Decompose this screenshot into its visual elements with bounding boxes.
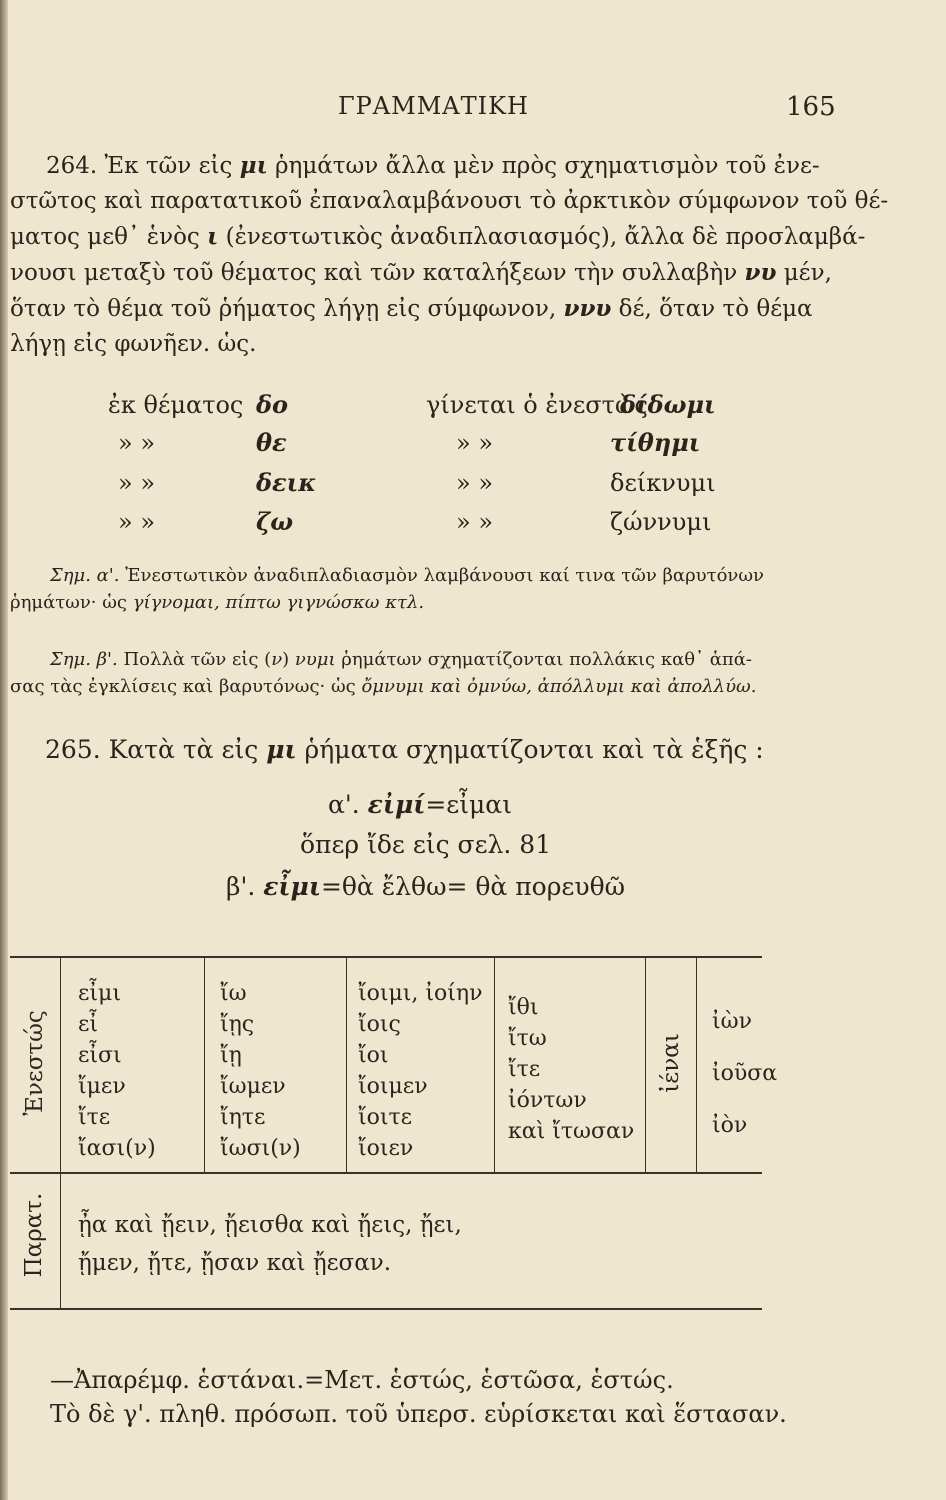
- section-265-heading: [45, 735, 764, 764]
- text-run: εἶμι: [263, 872, 321, 901]
- text-run: 264. Ἐκ τῶν εἰς: [46, 153, 240, 179]
- table-cell: ἴοι: [358, 1043, 389, 1068]
- table-infinitive: ἰέναι: [658, 1033, 684, 1093]
- row-label-imperfect: Παρατ.: [21, 1192, 47, 1278]
- example-stem: δο: [256, 390, 289, 419]
- example-row: [118, 507, 711, 536]
- table-column-subjunctive: [220, 978, 301, 1164]
- table-cell: ἴτω: [508, 1026, 547, 1051]
- note-line: [10, 562, 764, 589]
- table-cell: εἶσι: [78, 1043, 122, 1068]
- text-run: νουσι μεταξὺ τοῦ θέματος καὶ τῶν καταλήξεων τὴν συλλαβὴν: [10, 260, 745, 286]
- note-line: [10, 646, 756, 673]
- text-run: νυ: [744, 259, 777, 286]
- text-run: ῥημάτων· ὡς: [10, 592, 133, 613]
- text-run: 265. Κατὰ τὰ εἰς: [45, 735, 267, 764]
- note-line: [10, 673, 756, 700]
- text-run: ννυ: [563, 295, 612, 322]
- example-becomes: » »: [456, 429, 493, 457]
- row-label-present: Ἐνεστώς: [22, 1010, 48, 1116]
- page-number: 165: [786, 92, 836, 122]
- table-cell: ἴῃς: [220, 1012, 255, 1037]
- text-run: μέν,: [776, 260, 832, 286]
- table-cell: ἰοῦσα: [712, 1061, 778, 1086]
- example-stem: ζω: [256, 507, 294, 536]
- pluperfect-note-line: Τὸ δὲ γ'. πληθ. πρόσωπ. τοῦ ὑπερσ. εὑρίσκεται καὶ ἕστασαν.: [50, 1400, 787, 1428]
- example-stem: θε: [256, 428, 287, 457]
- table-cell: εἶμι: [78, 981, 121, 1006]
- table-cell: ᾔμεν, ᾔτε, ᾔσαν καὶ ᾔεσαν.: [78, 1250, 392, 1276]
- definition-alpha: [328, 790, 512, 819]
- text-run: (ἐνεστωτικὸς ἀναδιπλασιασμός), ἄλλα δὲ προσλαμβά-: [218, 224, 866, 250]
- table-rule-top: [10, 956, 762, 958]
- table-imperfect-forms: [78, 1206, 462, 1282]
- table-cell: ἴῃ: [220, 1043, 242, 1068]
- note-alpha: [10, 562, 764, 616]
- paragraph-line: [10, 327, 840, 362]
- table-divider: [204, 958, 205, 1172]
- text-run: νυμι: [294, 649, 336, 670]
- example-source: » »: [118, 508, 155, 536]
- table-column-imperative: [508, 992, 634, 1147]
- table-cell: καὶ ἴτωσαν: [508, 1119, 635, 1144]
- example-becomes: γίνεται ὁ ἐνεστὼς: [426, 391, 648, 419]
- table-divider: [696, 958, 697, 1172]
- table-cell: ἰὼν: [712, 1009, 752, 1034]
- text-run: στῶτος καὶ παρατατικοῦ ἐπαναλαμβάνουσι τὸ ἀρκτικὸν σύμφωνον τοῦ θέ-: [10, 188, 889, 214]
- table-cell: ἰὸν: [712, 1113, 748, 1138]
- table-divider: [494, 958, 495, 1172]
- paragraph-line: [10, 219, 866, 255]
- table-column-optative: [358, 978, 482, 1164]
- text-run: γίγνομαι, πίπτω γιγνώσκω κτλ.: [132, 592, 425, 613]
- text-run: ῥημάτων σχηματίζονται πολλάκις καθ᾽ ἁπά-: [335, 649, 752, 670]
- definition-beta: [226, 872, 625, 901]
- section-264-paragraph: [10, 148, 889, 362]
- text-run: ὅταν τὸ θέμα τοῦ ῥήματος λήγῃ εἰς σύμφωνον,: [10, 296, 564, 322]
- table-cell: ἴασι(ν): [78, 1136, 156, 1161]
- text-run: ν: [271, 649, 283, 670]
- table-divider: [346, 958, 347, 1172]
- table-rule-bottom: [10, 1308, 762, 1310]
- paragraph-line: [10, 255, 840, 291]
- text-run: εἰμί: [367, 790, 426, 819]
- text-run: σας τὰς ἐγκλίσεις καὶ βαρυτόνως· ὡς: [10, 676, 362, 697]
- table-cell: εἶ: [78, 1012, 99, 1037]
- text-run: ὄμνυμι καὶ ὀμνύω, ἀπόλλυμι καὶ ἀπολλύω.: [361, 676, 757, 697]
- table-cell: ἴωσι(ν): [220, 1136, 301, 1161]
- text-run: =εἶμαι: [425, 790, 512, 819]
- running-header-title: ΓΡΑΜΜΑΤΙΚΗ: [338, 92, 529, 120]
- example-row: [118, 428, 700, 457]
- example-result: τίθημι: [610, 428, 701, 457]
- table-cell: ἰόντων: [508, 1088, 587, 1113]
- note-line: [10, 589, 764, 616]
- table-cell: ἴτε: [78, 1105, 111, 1130]
- table-cell: ἴωμεν: [220, 1074, 286, 1099]
- note-label: Σημ. α'.: [50, 565, 120, 586]
- table-column-indicative: [78, 978, 156, 1164]
- table-column-participle: [712, 996, 777, 1152]
- table-cell: ἴοιτε: [358, 1105, 413, 1130]
- text-run: μι: [266, 735, 297, 764]
- table-cell: ἴω: [220, 981, 247, 1006]
- text-run: δέ, ὅταν τὸ θέμα: [611, 296, 813, 322]
- text-run: μι: [239, 152, 268, 179]
- example-row: [108, 390, 716, 419]
- table-cell: ἴοις: [358, 1012, 401, 1037]
- note-beta: [10, 646, 756, 700]
- text-run: =θὰ ἔλθω= θὰ πορευθῶ: [320, 872, 626, 901]
- example-source: ἐκ θέματος: [108, 391, 244, 419]
- example-result: δείκνυμι: [610, 469, 716, 497]
- example-becomes: » »: [456, 469, 493, 497]
- text-run: ι: [207, 223, 219, 250]
- page-edge: [0, 0, 8, 1500]
- table-cell: ἴητε: [220, 1105, 266, 1130]
- text-run: Ἐνεστωτικὸν ἀναδιπλαδιασμὸν λαμβάνουσι καί τινα τῶν βαρυτόνων: [119, 565, 764, 586]
- infinitive-participle-line: —Ἀπαρέμφ. ἑστάναι.=Μετ. ἑστώς, ἑστῶσα, ἑστώς.: [50, 1366, 674, 1394]
- example-result: ζώννυμι: [610, 508, 712, 536]
- table-cell: ἴοιμι, ἰοίην: [358, 981, 483, 1006]
- definition-see-page: ὅπερ ἴδε εἰς σελ. 81: [300, 830, 552, 859]
- example-source: » »: [118, 469, 155, 497]
- table-cell: ἴμεν: [78, 1074, 126, 1099]
- text-run: β'.: [226, 872, 264, 901]
- table-cell: ᾖα καὶ ᾔειν, ᾔεισθα καὶ ᾔεις, ᾔει,: [78, 1212, 462, 1238]
- note-label: Σημ. β'.: [50, 649, 118, 670]
- example-stem: δεικ: [256, 468, 317, 497]
- text-run: ῥημάτων ἄλλα μὲν πρὸς σχηματισμὸν τοῦ ἐνε-: [267, 153, 820, 179]
- table-divider: [645, 958, 646, 1172]
- text-run: α'.: [328, 790, 368, 819]
- example-row: [118, 468, 715, 497]
- table-rule-middle: [10, 1172, 762, 1174]
- paragraph-line: [10, 184, 889, 219]
- text-run: λήγῃ εἰς φωνῆεν. ὡς.: [10, 331, 257, 357]
- text-run: Πολλὰ τῶν εἰς (: [117, 649, 272, 670]
- table-cell: ἴτε: [508, 1057, 541, 1082]
- paragraph-line: [10, 148, 840, 184]
- table-cell: ἴοιμεν: [358, 1074, 428, 1099]
- example-source: » »: [118, 429, 155, 457]
- text-run: ῥήματα σχηματίζονται καὶ τὰ ἑξῆς :: [296, 735, 764, 764]
- text-run: ): [282, 649, 295, 670]
- example-becomes: » »: [456, 508, 493, 536]
- table-cell: ἴθι: [508, 995, 539, 1020]
- table-divider: [60, 958, 61, 1308]
- text-run: ματος μεθ᾽ ἑνὸς: [10, 224, 208, 250]
- table-cell: ἴοιεν: [358, 1136, 414, 1161]
- example-result: δίδωμι: [620, 390, 716, 419]
- paragraph-line: [10, 291, 840, 327]
